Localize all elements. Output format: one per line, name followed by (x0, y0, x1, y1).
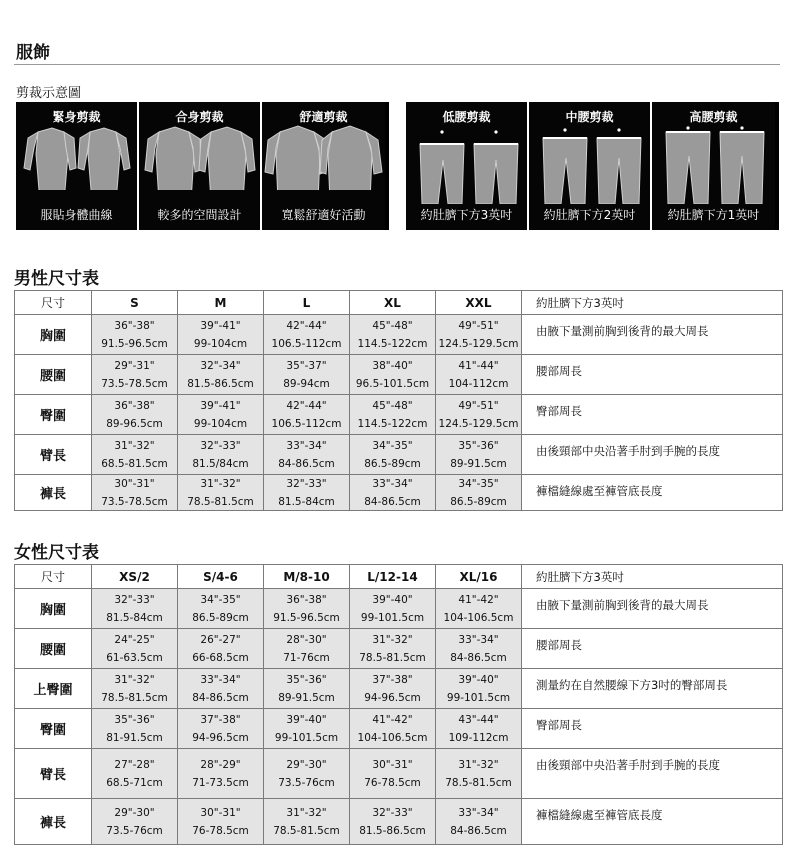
table-row (15, 589, 783, 629)
measurement-cell (264, 355, 350, 395)
inch-value: 35"-37" (286, 360, 327, 372)
cm-value: 86.5-89cm (192, 612, 249, 624)
inch-value: 31"-32" (200, 478, 241, 490)
table-row (15, 395, 783, 435)
measurement-cell (178, 395, 264, 435)
inch-value: 30"-31" (200, 807, 241, 819)
inch-value: 28"-30" (286, 634, 327, 646)
row-label: 胸圍 (15, 589, 92, 629)
cm-value: 81.5-84cm (106, 612, 163, 624)
inch-value: 34"-35" (200, 594, 241, 606)
cm-value: 73.5-78.5cm (101, 378, 168, 390)
cm-value: 104-106.5cm (443, 612, 514, 624)
measurement-cell (92, 395, 178, 435)
cm-value: 109-112cm (448, 732, 509, 744)
tight-fit-shirt-icon (16, 124, 139, 204)
measurement-cell (264, 629, 350, 669)
cm-value: 89-91.5cm (278, 692, 335, 704)
measurement-cell (92, 589, 178, 629)
measurement-note: 腰部周長 (522, 355, 783, 395)
measurement-cell (92, 629, 178, 669)
inch-value: 41"-42" (458, 594, 499, 606)
inch-value: 35"-36" (458, 440, 499, 452)
inch-value: 41"-42" (372, 714, 413, 726)
inch-value: 24"-25" (114, 634, 155, 646)
inch-value: 33"-34" (286, 440, 327, 452)
fit-caption: 寬鬆舒適好活動 (281, 208, 366, 222)
cm-value: 73.5-78.5cm (101, 496, 168, 508)
mid-rise-pants-icon (529, 124, 652, 204)
cm-value: 73.5-76cm (278, 777, 335, 789)
measurement-cell (92, 475, 178, 511)
cm-value: 96.5-101.5cm (355, 378, 430, 390)
table-row (15, 749, 783, 799)
inch-value: 32"-33" (286, 478, 327, 490)
measurement-cell (178, 435, 264, 475)
inch-value: 27"-28" (114, 759, 155, 771)
inch-value: 28"-29" (200, 759, 241, 771)
measurement-cell (178, 669, 264, 709)
measurement-note: 由後頸部中央沿著手肘到手腕的長度 (522, 435, 783, 475)
inch-value: 36"-38" (286, 594, 327, 606)
measurement-cell (264, 799, 350, 845)
table-row (15, 435, 783, 475)
fit-title: 合身剪裁 (175, 110, 224, 124)
inch-value: 31"-32" (286, 807, 327, 819)
header-note: 約肚臍下方3英吋 (522, 565, 783, 589)
fit-cell-tight (16, 102, 139, 230)
low-rise-pants-icon (406, 124, 529, 204)
high-rise-pants-icon (652, 124, 775, 204)
fit-cell-high-rise (652, 102, 775, 230)
inch-value: 41"-44" (458, 360, 499, 372)
tops-fit-panel (16, 102, 389, 230)
cm-value: 104-112cm (448, 378, 509, 390)
size-header: XXL (436, 291, 522, 315)
measurement-cell (92, 315, 178, 355)
row-label: 腰圍 (15, 355, 92, 395)
table-header-row (15, 291, 783, 315)
cm-value: 76-78.5cm (364, 777, 421, 789)
fit-caption: 約肚臍下方2英吋 (543, 208, 636, 222)
cm-value: 84-86.5cm (278, 458, 335, 470)
inch-value: 33"-34" (458, 807, 499, 819)
loose-fit-shirt-icon (262, 124, 385, 204)
fit-caption: 較多的空間設計 (157, 208, 242, 222)
cm-value: 86.5-89cm (364, 458, 421, 470)
inch-value: 35"-36" (286, 674, 327, 686)
cm-value: 76-78.5cm (192, 825, 249, 837)
inch-value: 37"-38" (372, 674, 413, 686)
cm-value: 99-104cm (193, 338, 248, 350)
measurement-cell (178, 629, 264, 669)
inch-value: 35"-36" (114, 714, 155, 726)
fitted-shirt-icon (139, 124, 262, 204)
inch-value: 31"-32" (114, 440, 155, 452)
cm-value: 81.5-84cm (278, 496, 335, 508)
measurement-cell (350, 799, 436, 845)
cm-value: 99-101.5cm (360, 612, 425, 624)
measurement-cell (92, 799, 178, 845)
men-size-chart-title: 男性尺寸表 (14, 269, 99, 289)
fit-caption: 約肚臍下方3英吋 (420, 208, 513, 222)
inch-value: 31"-32" (458, 759, 499, 771)
inch-value: 45"-48" (372, 320, 413, 332)
measurement-note: 褲檔縫線處至褲管底長度 (522, 799, 783, 845)
cm-value: 78.5-81.5cm (273, 825, 340, 837)
measurement-cell (92, 749, 178, 799)
inch-value: 32"-33" (200, 440, 241, 452)
inch-value: 33"-34" (200, 674, 241, 686)
cm-value: 71-76cm (283, 652, 330, 664)
cm-value: 68.5-81.5cm (101, 458, 168, 470)
inch-value: 37"-38" (200, 714, 241, 726)
fit-cell-low-rise (406, 102, 529, 230)
cm-value: 99-101.5cm (274, 732, 339, 744)
inch-value: 45"-48" (372, 400, 413, 412)
size-header: L/12-14 (350, 565, 436, 589)
inch-value: 33"-34" (372, 478, 413, 490)
measurement-cell (264, 315, 350, 355)
fit-title: 中腰剪裁 (565, 110, 614, 124)
inch-value: 49"-51" (458, 320, 499, 332)
measurement-cell (92, 709, 178, 749)
measurement-note: 由腋下量測前胸到後背的最大周長 (522, 589, 783, 629)
cm-value: 81.5-86.5cm (187, 378, 254, 390)
cm-value: 84-86.5cm (192, 692, 249, 704)
table-row (15, 355, 783, 395)
measurement-cell (350, 475, 436, 511)
bottoms-fit-panel (406, 102, 779, 230)
table-row (15, 669, 783, 709)
inch-value: 36"-38" (114, 400, 155, 412)
row-label: 臀圍 (15, 709, 92, 749)
measurement-cell (178, 589, 264, 629)
size-header: L (264, 291, 350, 315)
cm-value: 114.5-122cm (357, 418, 428, 430)
measurement-cell (92, 669, 178, 709)
cm-value: 78.5-81.5cm (445, 777, 512, 789)
measurement-cell (436, 589, 522, 629)
inch-value: 30"-31" (114, 478, 155, 490)
measurement-cell (350, 629, 436, 669)
measurement-note: 褲檔縫線處至褲管底長度 (522, 475, 783, 511)
inch-value: 39"-40" (286, 714, 327, 726)
page-title: 服飾 (16, 43, 50, 63)
fit-title: 高腰剪裁 (689, 110, 738, 124)
cm-value: 124.5-129.5cm (438, 418, 519, 430)
size-header: S (92, 291, 178, 315)
inch-value: 33"-34" (458, 634, 499, 646)
cm-value: 89-94cm (283, 378, 330, 390)
row-label: 臂長 (15, 749, 92, 799)
measurement-cell (436, 435, 522, 475)
measurement-cell (178, 315, 264, 355)
cm-value: 78.5-81.5cm (187, 496, 254, 508)
cm-value: 84-86.5cm (450, 825, 507, 837)
inch-value: 49"-51" (458, 400, 499, 412)
measurement-note: 由腋下量測前胸到後背的最大周長 (522, 315, 783, 355)
measurement-cell (178, 709, 264, 749)
table-row (15, 709, 783, 749)
size-column-header: 尺寸 (15, 291, 92, 315)
fit-caption: 約肚臍下方1英吋 (667, 208, 760, 222)
inch-value: 31"-32" (114, 674, 155, 686)
inch-value: 32"-33" (114, 594, 155, 606)
cm-value: 84-86.5cm (364, 496, 421, 508)
measurement-cell (436, 669, 522, 709)
inch-value: 29"-30" (286, 759, 327, 771)
size-header: M/8-10 (264, 565, 350, 589)
fit-title: 緊身剪裁 (52, 110, 101, 124)
cm-value: 66-68.5cm (192, 652, 249, 664)
inch-value: 39"-41" (200, 320, 241, 332)
cm-value: 81-91.5cm (106, 732, 163, 744)
measurement-note: 臀部周長 (522, 709, 783, 749)
inch-value: 34"-35" (372, 440, 413, 452)
measurement-cell (92, 355, 178, 395)
measurement-cell (92, 435, 178, 475)
row-label: 臀圍 (15, 395, 92, 435)
inch-value: 29"-31" (114, 360, 155, 372)
cm-value: 81.5/84cm (192, 458, 249, 470)
men-table-body (15, 315, 783, 511)
measurement-cell (436, 629, 522, 669)
header-note: 約肚臍下方3英吋 (522, 291, 783, 315)
measurement-cell (350, 355, 436, 395)
measurement-note: 由後頸部中央沿著手肘到手腕的長度 (522, 749, 783, 799)
cm-value: 106.5-112cm (271, 418, 342, 430)
measurement-cell (436, 749, 522, 799)
cm-value: 89-91.5cm (450, 458, 507, 470)
cm-value: 91.5-96.5cm (273, 612, 340, 624)
row-label: 上臀圍 (15, 669, 92, 709)
cm-value: 71-73.5cm (192, 777, 249, 789)
measurement-note: 腰部周長 (522, 629, 783, 669)
measurement-note: 臀部周長 (522, 395, 783, 435)
measurement-cell (264, 669, 350, 709)
inch-value: 36"-38" (114, 320, 155, 332)
measurement-cell (436, 315, 522, 355)
cm-value: 78.5-81.5cm (101, 692, 168, 704)
women-table-body (15, 589, 783, 845)
cm-value: 106.5-112cm (271, 338, 342, 350)
cm-value: 124.5-129.5cm (438, 338, 519, 350)
row-label: 褲長 (15, 799, 92, 845)
table-row (15, 475, 783, 511)
measurement-cell (436, 395, 522, 435)
row-label: 褲長 (15, 475, 92, 511)
inch-value: 32"-33" (372, 807, 413, 819)
inch-value: 26"-27" (200, 634, 241, 646)
measurement-cell (264, 589, 350, 629)
inch-value: 38"-40" (372, 360, 413, 372)
measurement-cell (436, 475, 522, 511)
measurement-cell (264, 435, 350, 475)
inch-value: 43"-44" (458, 714, 499, 726)
size-column-header: 尺寸 (15, 565, 92, 589)
measurement-cell (264, 749, 350, 799)
measurement-cell (350, 435, 436, 475)
size-header: XL/16 (436, 565, 522, 589)
cm-value: 89-96.5cm (106, 418, 163, 430)
cm-value: 73.5-76cm (106, 825, 163, 837)
inch-value: 30"-31" (372, 759, 413, 771)
fit-caption: 服貼身體曲線 (40, 208, 113, 222)
measurement-cell (178, 799, 264, 845)
measurement-cell (436, 799, 522, 845)
fit-cell-mid-rise (529, 102, 652, 230)
fit-cell-loose (262, 102, 385, 230)
inch-value: 32"-34" (200, 360, 241, 372)
fit-title: 低腰剪裁 (442, 110, 491, 124)
measurement-cell (350, 315, 436, 355)
measurement-cell (178, 355, 264, 395)
table-row (15, 315, 783, 355)
size-header: M (178, 291, 264, 315)
cm-value: 104-106.5cm (357, 732, 428, 744)
women-size-table (14, 564, 783, 845)
cm-value: 68.5-71cm (106, 777, 163, 789)
cm-value: 61-63.5cm (106, 652, 163, 664)
measurement-cell (178, 475, 264, 511)
size-header: S/4-6 (178, 565, 264, 589)
cm-value: 99-101.5cm (446, 692, 511, 704)
row-label: 胸圍 (15, 315, 92, 355)
row-label: 腰圍 (15, 629, 92, 669)
row-label: 臂長 (15, 435, 92, 475)
measurement-cell (350, 669, 436, 709)
inch-value: 39"-40" (372, 594, 413, 606)
cm-value: 81.5-86.5cm (359, 825, 426, 837)
inch-value: 29"-30" (114, 807, 155, 819)
measurement-cell (436, 709, 522, 749)
cm-value: 86.5-89cm (450, 496, 507, 508)
size-header: XS/2 (92, 565, 178, 589)
measurement-cell (264, 475, 350, 511)
measurement-cell (436, 355, 522, 395)
measurement-cell (178, 749, 264, 799)
cm-value: 94-96.5cm (364, 692, 421, 704)
inch-value: 42"-44" (286, 400, 327, 412)
measurement-cell (350, 589, 436, 629)
title-divider (14, 64, 780, 65)
men-size-table (14, 290, 783, 511)
size-header: XL (350, 291, 436, 315)
fit-title: 舒適剪裁 (299, 110, 348, 124)
cm-value: 114.5-122cm (357, 338, 428, 350)
measurement-cell (350, 395, 436, 435)
cm-value: 91.5-96.5cm (101, 338, 168, 350)
fit-cell-fitted (139, 102, 262, 230)
cm-value: 78.5-81.5cm (359, 652, 426, 664)
cm-value: 84-86.5cm (450, 652, 507, 664)
inch-value: 42"-44" (286, 320, 327, 332)
measurement-cell (350, 749, 436, 799)
inch-value: 31"-32" (372, 634, 413, 646)
cm-value: 99-104cm (193, 418, 248, 430)
measurement-cell (350, 709, 436, 749)
measurement-cell (264, 395, 350, 435)
table-row (15, 629, 783, 669)
cm-value: 94-96.5cm (192, 732, 249, 744)
inch-value: 34"-35" (458, 478, 499, 490)
inch-value: 39"-41" (200, 400, 241, 412)
table-header-row (15, 565, 783, 589)
measurement-cell (264, 709, 350, 749)
women-size-chart-title: 女性尺寸表 (14, 543, 99, 563)
fit-diagram-heading: 剪裁示意圖 (16, 86, 82, 101)
measurement-note: 測量約在自然腰線下方3吋的臀部周長 (522, 669, 783, 709)
table-row (15, 799, 783, 845)
inch-value: 39"-40" (458, 674, 499, 686)
